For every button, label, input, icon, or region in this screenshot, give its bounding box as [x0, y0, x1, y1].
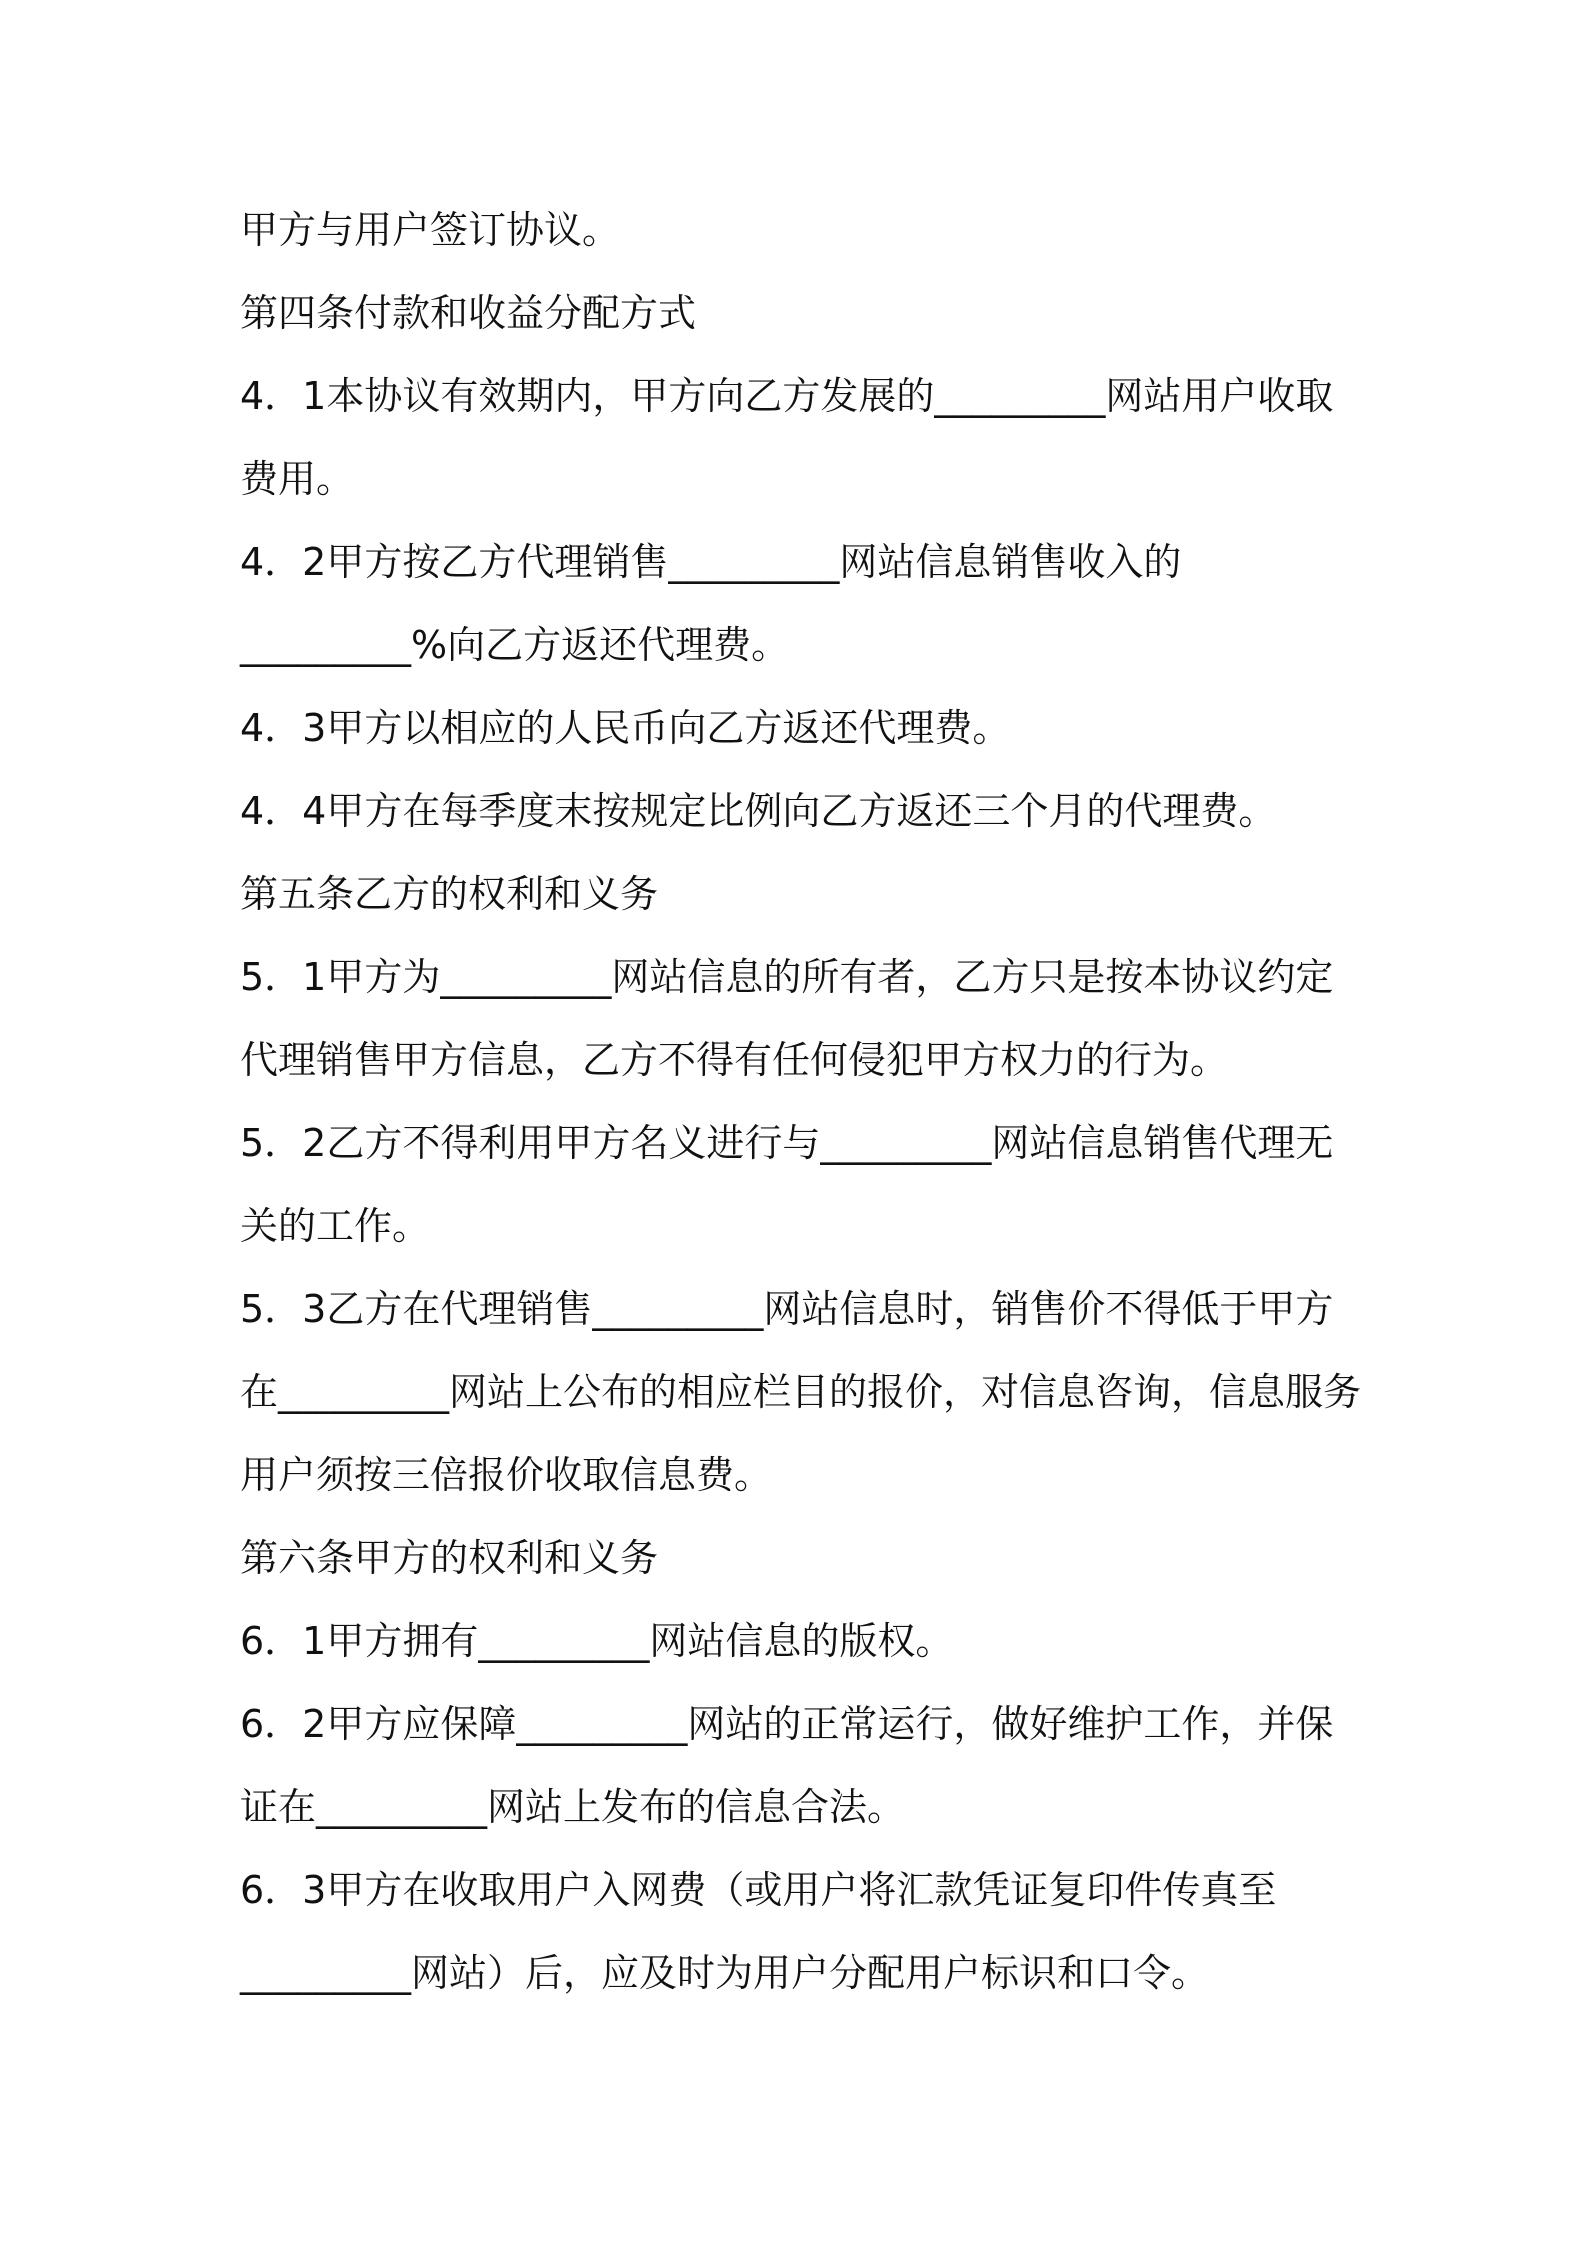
text-line: 在_________网站上公布的相应栏目的报价，对信息咨询，信息服务	[240, 1370, 1362, 1414]
text-line: 关的工作。	[240, 1204, 431, 1248]
text-line: 4．3甲方以相应的人民币向乙方返还代理费。	[240, 706, 1011, 750]
text-line: 用户须按三倍报价收取信息费。	[240, 1453, 773, 1497]
document-body	[240, 198, 1360, 2024]
section-heading: 第四条付款和收益分配方式	[240, 291, 697, 335]
text-line: _________网站）后，应及时为用户分配用户标识和口令。	[240, 1951, 1210, 1995]
text-line: 6．2甲方应保障_________网站的正常运行，做好维护工作，并保	[240, 1702, 1334, 1746]
text-line: 4．2甲方按乙方代理销售_________网站信息销售收入的	[240, 540, 1182, 584]
text-line: 代理销售甲方信息，乙方不得有任何侵犯甲方权力的行为。	[240, 1038, 1229, 1082]
text-line: 5．2乙方不得利用甲方名义进行与_________网站信息销售代理无	[240, 1121, 1334, 1165]
section-heading: 第五条乙方的权利和义务	[240, 872, 659, 916]
text-line: 费用。	[240, 457, 355, 501]
text-line: 4．4甲方在每季度末按规定比例向乙方返还三个月的代理费。	[240, 789, 1277, 833]
text-line: _________%向乙方返还代理费。	[240, 623, 790, 667]
text-line: 6．1甲方拥有_________网站信息的版权。	[240, 1619, 954, 1663]
text-line: 甲方与用户签订协议。	[240, 208, 621, 252]
text-line: 4．1本协议有效期内，甲方向乙方发展的_________网站用户收取	[240, 374, 1334, 418]
text-line: 5．1甲方为_________网站信息的所有者，乙方只是按本协议约定	[240, 955, 1334, 999]
text-line: 证在_________网站上发布的信息合法。	[240, 1785, 906, 1829]
section-heading: 第六条甲方的权利和义务	[240, 1536, 659, 1580]
text-line: 5．3乙方在代理销售_________网站信息时，销售价不得低于甲方	[240, 1287, 1334, 1331]
text-line: 6．3甲方在收取用户入网费（或用户将汇款凭证复印件传真至	[240, 1868, 1277, 1912]
